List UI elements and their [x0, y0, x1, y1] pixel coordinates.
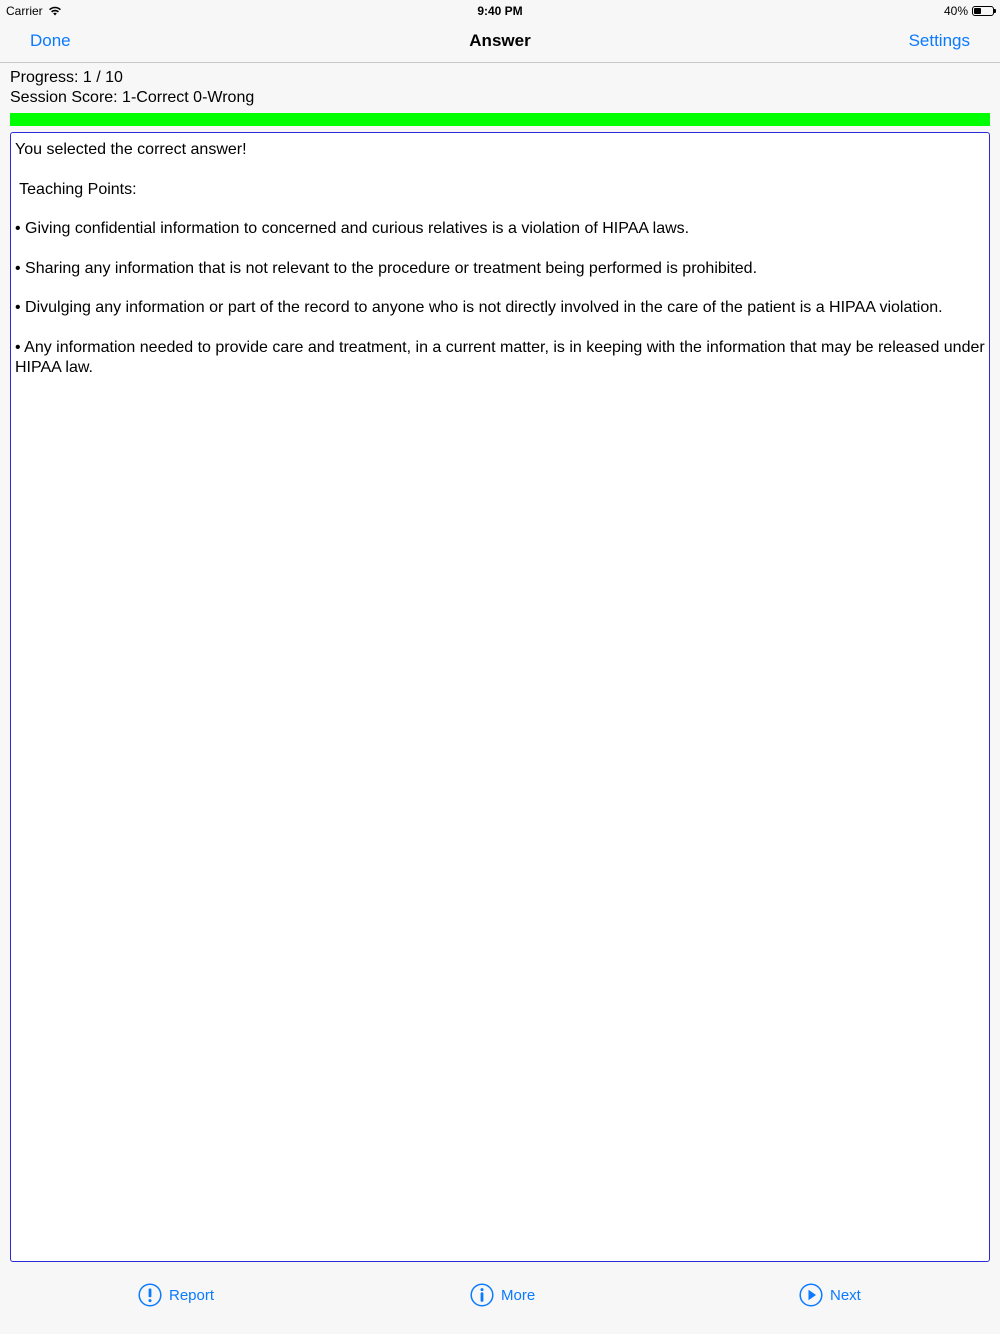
teaching-point: • Sharing any information that is not relevant to the procedure or treatment being performed is prohibited.: [15, 259, 758, 277]
report-label: Report: [169, 1286, 215, 1304]
done-button[interactable]: Done: [30, 31, 71, 50]
answer-text-view[interactable]: [10, 132, 990, 1262]
status-bar: [0, 0, 1000, 22]
session-info: [10, 68, 254, 108]
battery-level: [974, 8, 981, 14]
battery-percent: 40%: [943, 4, 968, 18]
answer-result: You selected the correct answer!: [15, 141, 247, 158]
progress-bar-fill: [10, 113, 990, 126]
settings-button[interactable]: Settings: [908, 31, 970, 50]
teaching-point: • Any information needed to provide care and treatment, in a current matter, is in keeping with the information that may be released under HIPAA law.: [15, 338, 985, 376]
exclamation-circle-icon: [138, 1283, 162, 1307]
navigation-bar: [0, 22, 1000, 63]
session-score-text: Session Score: 1-Correct 0-Wrong: [10, 89, 255, 106]
status-time: 9:40 PM: [477, 4, 523, 18]
teaching-point: • Giving confidential information to concerned and curious relatives is a violation of HIPAA laws.: [15, 220, 690, 237]
next-label: Next: [830, 1286, 861, 1304]
more-label: More: [501, 1286, 536, 1304]
teaching-point: • Divulging any information or part of the record to anyone who is not directly involved in the care of the patient is a HIPAA violation.: [15, 299, 943, 316]
battery-icon: [972, 6, 994, 16]
progress-text: Progress: 1 / 10: [10, 69, 123, 86]
more-button[interactable]: [470, 1283, 535, 1307]
bottom-toolbar: [0, 1263, 1000, 1334]
page-title: Answer: [469, 31, 531, 50]
carrier-label: Carrier: [6, 4, 43, 18]
battery-group: [944, 4, 994, 18]
report-button[interactable]: [138, 1283, 214, 1307]
next-button[interactable]: [799, 1283, 861, 1307]
teaching-points-heading: Teaching Points:: [15, 180, 137, 198]
info-circle-icon: [470, 1283, 494, 1307]
play-circle-icon: [799, 1283, 823, 1307]
progress-bar: [10, 113, 990, 126]
